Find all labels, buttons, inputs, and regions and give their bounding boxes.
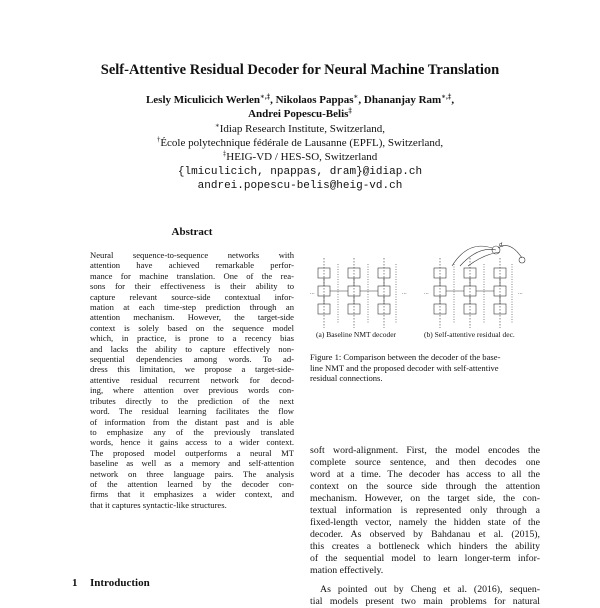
abstract-line: firms that it emphasizes a wider context, and: [90, 489, 294, 500]
baseline-decoder-diagram: [318, 258, 396, 328]
subcaption-b: (b) Self-attentive residual dec.: [424, 330, 515, 339]
abstract-line: of information from the distant past and is able: [90, 416, 294, 427]
paper-title: Self-Attentive Residual Decoder for Neural Machine Translation: [100, 62, 500, 78]
author-name: Dhananjay Ram: [363, 94, 442, 106]
body-line: fixed-length vector, namely the hidden state of the: [310, 517, 540, 529]
email-line-1[interactable]: {lmiculicich, npappas, dram}@idiap.ch: [177, 166, 423, 178]
abstract-line: attention have achieved remarkable perfor-: [90, 260, 294, 271]
body-line: of the sequential model to learn longer-term infor-: [310, 553, 540, 565]
author-name: Andrei Popescu-Belis: [248, 108, 349, 120]
abstract-line: of the attention learned by the decoder con-: [90, 478, 294, 489]
body-line: mechanism. However, on the target side, the con-: [310, 493, 540, 505]
abstract-line: word. The residual learning facilitates the flow: [90, 406, 294, 417]
figure-caption: [310, 352, 540, 384]
figure-1-diagram: [310, 236, 540, 336]
author-mark: ‡: [348, 106, 352, 115]
abstract-line: network on three language pairs. The analysis: [90, 468, 294, 479]
abstract-line: which, in practice, is prone to a recency bias: [90, 333, 294, 344]
body-line: complete source sentence, and then decodes one: [310, 457, 540, 469]
body-line: tial models present two main problems for natural: [310, 595, 540, 607]
body-line: textual information is represented only through a: [310, 505, 540, 517]
caption-line: Figure 1: Comparison between the decoder of the base-: [310, 352, 501, 362]
figure-ellipsis: ...: [518, 290, 523, 296]
abstract-line: context is solely based on the sequence model: [90, 322, 294, 333]
body-line: context on the source side through the attention: [310, 481, 540, 493]
abstract-line: tributes directly to the prediction of the next: [90, 395, 294, 406]
author-mark: ∗,‡: [441, 92, 452, 101]
abstract-line: ing, where attention over previous words con-: [90, 385, 294, 396]
abstract-line: sequential dependencies among words. To ad-: [90, 354, 294, 365]
figure-ellipsis: ...: [310, 290, 315, 296]
author-line-1: Lesly Miculicich Werlen∗,‡, Nikolaos Pappas∗, Dhananjay Ram∗,‡,: [145, 92, 455, 106]
abstract-line: Neural sequence-to-sequence networks with: [90, 250, 294, 260]
figure-ellipsis: ...: [402, 290, 407, 296]
affiliation-mark: ‡: [222, 149, 227, 158]
abstract-line: capture relevant source-side contextual infor-: [90, 291, 294, 302]
abstract-line: mation at each time-step prediction through an: [90, 302, 294, 313]
author-line-2: [0, 108, 600, 120]
body-line: mation effectively.: [310, 565, 384, 577]
section-title: Introduction: [90, 577, 150, 589]
figure-d-label: $d_t$: [499, 242, 504, 248]
subcaption-a: (a) Baseline NMT decoder: [316, 330, 397, 339]
section-heading: [72, 577, 150, 589]
caption-line: line NMT and the proposed decoder with self-attentive: [310, 362, 499, 373]
self-attentive-decoder-diagram: [434, 246, 525, 328]
section-number: 1: [72, 577, 78, 589]
abstract-line: The proposed model outperforms a neural MT: [90, 447, 294, 458]
affiliation-text: HEIG-VD / HES-SO, Switzerland: [226, 151, 378, 163]
email-line-2[interactable]: andrei.popescu-belis@heig-vd.ch: [197, 180, 403, 192]
abstract-line: words, hence it gains access to a wider context.: [90, 437, 294, 448]
affiliation-mark: ∗: [214, 121, 220, 130]
affiliation-text: Idiap Research Institute, Switzerland,: [219, 123, 386, 135]
abstract-line: baseline as well as a memory and self-attention: [90, 458, 294, 469]
body-line: As pointed out by Cheng et al. (2016), sequen-: [320, 583, 540, 595]
abstract-line: attention mechanism. However, the target-side: [90, 312, 294, 323]
author-mark: ∗,‡: [260, 92, 271, 101]
body-text: [310, 445, 540, 608]
abstract-line: attentive residual recurrent network for decod-: [90, 374, 294, 385]
abstract-heading: Abstract: [171, 226, 213, 238]
abstract-line: that it captures syntactic-like structures.: [90, 499, 227, 510]
body-line: soft word-alignment. First, the model encodes the: [310, 445, 540, 456]
body-line: decoder. As observed by Bahdanau et al. (2015),: [310, 529, 540, 541]
affiliation-mark: †: [156, 135, 161, 144]
figure-ellipsis: ...: [424, 290, 429, 296]
abstract-line: to emphasize any of the previously translated: [90, 426, 294, 437]
affiliation-text: École polytechnique fédérale de Lausanne (EPFL), Switzerland,: [160, 137, 444, 149]
author-mark: ∗: [353, 92, 359, 101]
body-line: this creates a bottleneck which hinders the ability: [310, 541, 540, 553]
abstract-line: sons for their effectiveness is their ability to: [90, 281, 294, 292]
author-name: Lesly Miculicich Werlen: [145, 94, 260, 106]
affiliation: [0, 137, 600, 149]
abstract-line: and lacks the ability to capture effectively non-: [90, 343, 294, 354]
author-name: Nikolaos Pappas: [275, 94, 354, 106]
body-line: word at a time. The decoder has access to all the: [310, 469, 540, 481]
abstract-body: [90, 250, 294, 510]
affiliation: [0, 123, 600, 135]
abstract-line: mance for machine translation. One of the rea-: [90, 270, 294, 281]
abstract-line: dress this limitation, we propose a target-side-: [90, 364, 294, 375]
caption-line: residual connections.: [310, 373, 383, 384]
affiliation: [0, 151, 600, 163]
